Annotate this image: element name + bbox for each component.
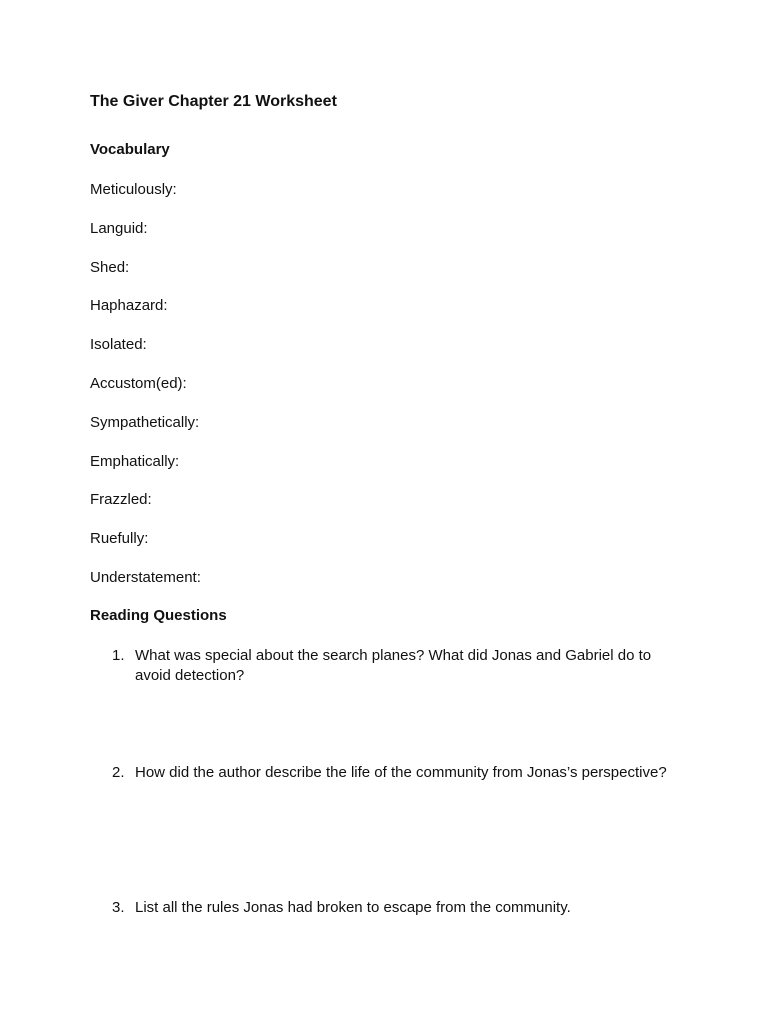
vocab-term: Ruefully: bbox=[90, 530, 149, 548]
question-number: 2. bbox=[112, 764, 125, 781]
vocab-term: Meticulously: bbox=[90, 181, 177, 198]
vocab-term: Understatement: bbox=[90, 568, 201, 586]
question-number: 3. bbox=[112, 899, 125, 916]
vocabulary-heading: Vocabulary bbox=[90, 141, 170, 158]
question-number: 1. bbox=[112, 647, 125, 664]
reading-question-1 bbox=[112, 646, 672, 686]
vocabulary-list bbox=[90, 180, 201, 607]
vocab-term: Accustom(ed): bbox=[90, 374, 187, 392]
vocab-term: Languid: bbox=[90, 219, 148, 237]
vocab-term: Sympathetically: bbox=[90, 413, 200, 431]
reading-question-3 bbox=[112, 898, 672, 918]
question-text: How did the author describe the life of the community from Jonas’s perspective? bbox=[135, 764, 667, 781]
vocab-term: Shed: bbox=[90, 258, 130, 276]
vocab-term: Frazzled: bbox=[90, 491, 152, 509]
vocab-term: Isolated: bbox=[90, 336, 147, 354]
reading-questions-heading: Reading Questions bbox=[90, 607, 227, 624]
question-text: What was special about the search planes? What did Jonas and Gabriel do to avoid detection? bbox=[135, 647, 652, 684]
vocab-term: Haphazard: bbox=[90, 297, 168, 315]
question-text: List all the rules Jonas had broken to escape from the community. bbox=[135, 899, 571, 916]
reading-question-2 bbox=[112, 763, 672, 783]
worksheet-title: The Giver Chapter 21 Worksheet bbox=[90, 93, 337, 110]
vocab-term: Emphatically: bbox=[90, 452, 180, 470]
